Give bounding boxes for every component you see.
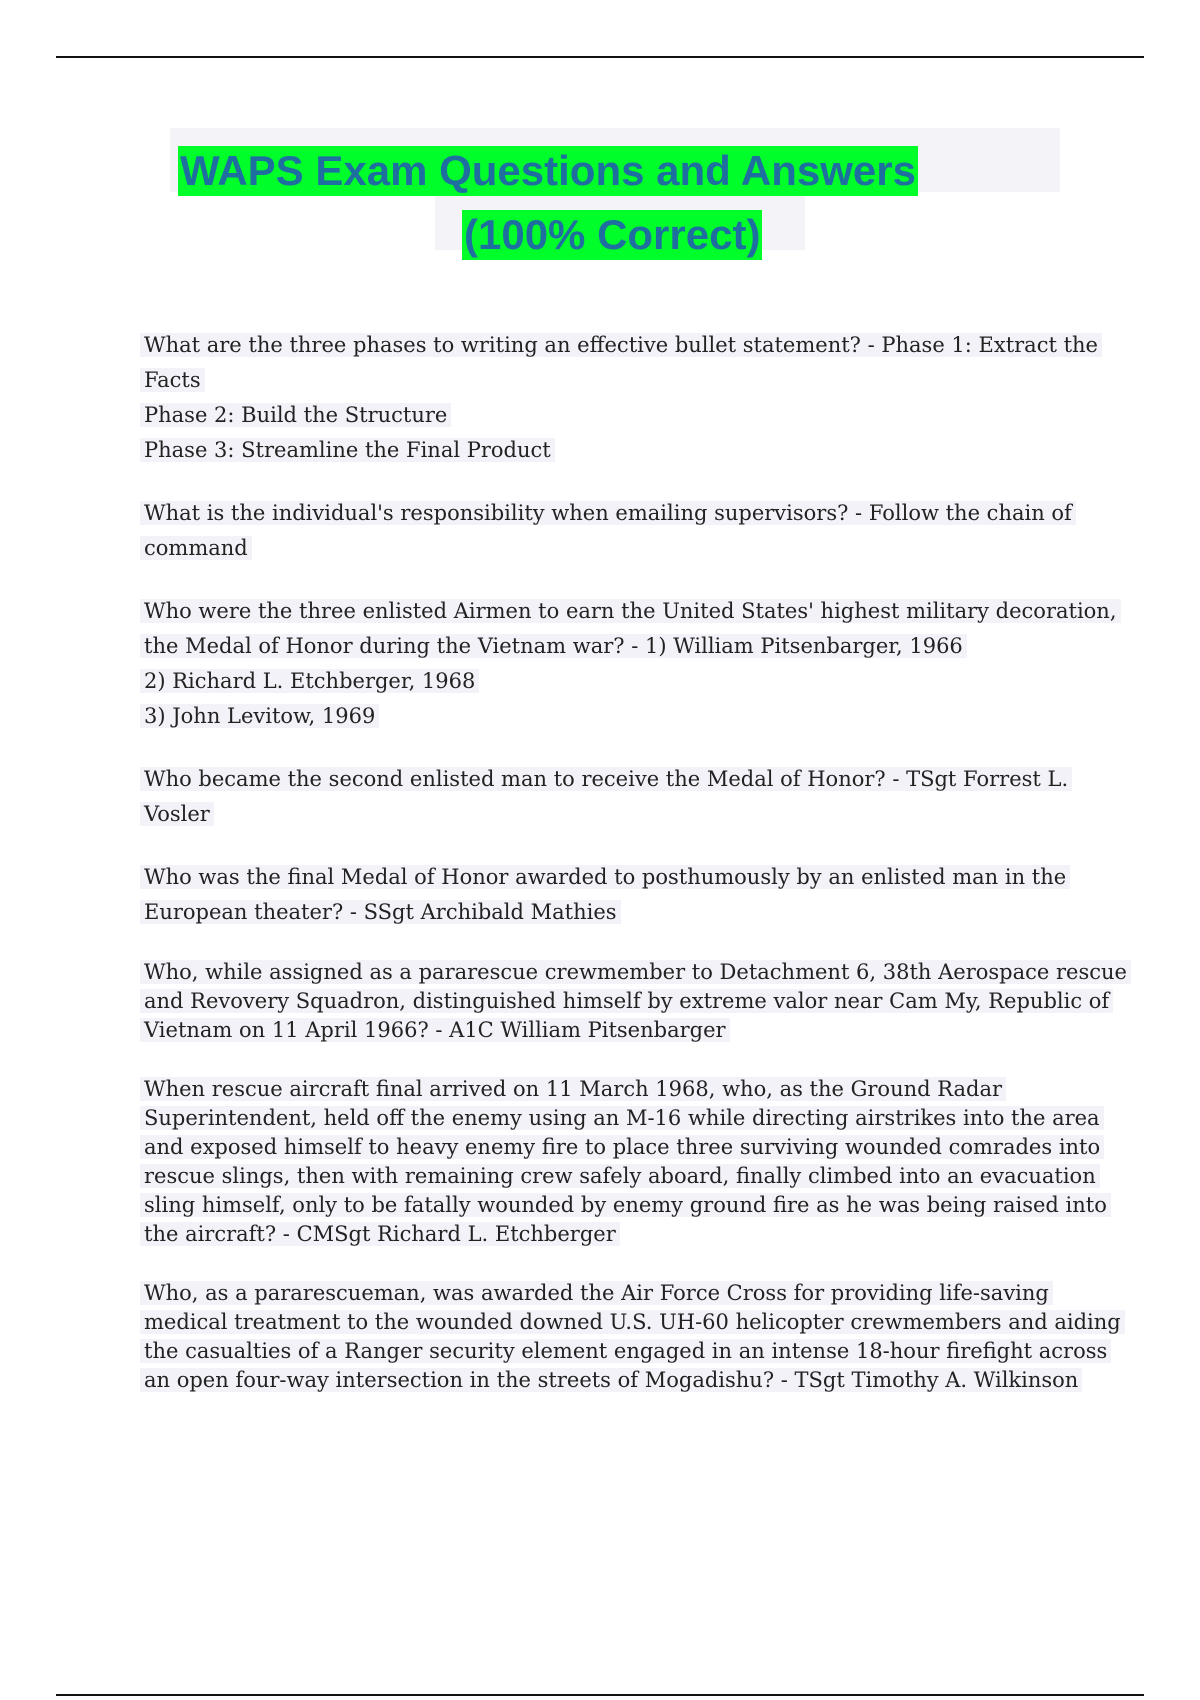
qa-line [140, 1104, 1100, 1133]
qa-text: Who was the final Medal of Honor awarded to posthumously by an enlisted man in the [140, 865, 1070, 889]
qa-line [140, 1016, 1090, 1045]
qa-text: Vosler [140, 802, 214, 826]
title-line-1: WAPS Exam Questions and Answers [180, 147, 916, 194]
qa-list [140, 328, 1127, 1425]
qa-line [140, 987, 1110, 1016]
qa-text: the Medal of Honor during the Vietnam war? - 1) William Pitsenbarger, 1966 [140, 634, 967, 658]
qa-line [140, 958, 1127, 987]
qa-item [140, 1279, 1121, 1395]
qa-text: Who were the three enlisted Airmen to earn the United States' highest military decoration, [140, 599, 1121, 623]
qa-line [140, 531, 1090, 566]
qa-text: Vietnam on 11 April 1966? - A1C William Pitsenbarger [140, 1018, 730, 1042]
qa-item [140, 860, 1090, 930]
qa-text: command [140, 536, 252, 560]
qa-text: the aircraft? - CMSgt Richard L. Etchberger [140, 1222, 620, 1246]
qa-line [140, 1308, 1121, 1337]
qa-text: the casualties of a Ranger security element engaged in an intense 18-hour firefight across [140, 1339, 1111, 1363]
qa-text: Phase 3: Streamline the Final Product [140, 438, 555, 462]
qa-line [140, 895, 1090, 930]
qa-line [140, 629, 1090, 664]
qa-line [140, 699, 1090, 734]
qa-text: medical treatment to the wounded downed U.S. UH-60 helicopter crewmembers and aiding [140, 1310, 1125, 1334]
top-rule [56, 56, 1144, 58]
qa-item [140, 762, 1090, 832]
qa-line [140, 1279, 1090, 1308]
qa-text: What is the individual's responsibility when emailing supervisors? - Follow the chain of [140, 501, 1076, 525]
qa-item [140, 328, 1098, 468]
qa-text: sling himself, only to be fatally wounded by enemy ground fire as he was being raised into [140, 1193, 1111, 1217]
qa-text: and exposed himself to heavy enemy fire to place three surviving wounded comrades into [140, 1135, 1104, 1159]
qa-text: Who, while assigned as a pararescue crewmember to Detachment 6, 38th Aerospace rescue [140, 960, 1131, 984]
qa-line [140, 433, 1090, 468]
qa-text: 3) John Levitow, 1969 [140, 704, 379, 728]
qa-line [140, 1337, 1108, 1366]
qa-text: an open four-way intersection in the streets of Mogadishu? - TSgt Timothy A. Wilkinson [140, 1368, 1082, 1392]
qa-text: Who became the second enlisted man to receive the Medal of Honor? - TSgt Forrest L. [140, 767, 1072, 791]
qa-line [140, 398, 1090, 433]
qa-item [140, 958, 1127, 1045]
qa-line [140, 1133, 1101, 1162]
qa-line [140, 797, 1090, 832]
qa-line [140, 594, 1117, 629]
qa-text: Phase 2: Build the Structure [140, 403, 451, 427]
qa-text: Superintendent, held off the enemy using an M-16 while directing airstrikes into the area [140, 1106, 1104, 1130]
qa-line [140, 664, 1090, 699]
qa-text: Who, as a pararescueman, was awarded the Air Force Cross for providing life-saving [140, 1281, 1053, 1305]
qa-line [140, 328, 1098, 363]
qa-line [140, 762, 1090, 797]
qa-line [140, 363, 1090, 398]
qa-text: 2) Richard L. Etchberger, 1968 [140, 669, 479, 693]
qa-text: European theater? - SSgt Archibald Mathies [140, 900, 621, 924]
qa-line [140, 1220, 1090, 1249]
qa-line [140, 860, 1090, 895]
qa-item [140, 496, 1090, 566]
qa-line [140, 1366, 1090, 1395]
qa-text: What are the three phases to writing an effective bullet statement? - Phase 1: Extract the [140, 333, 1102, 357]
qa-line [140, 1162, 1096, 1191]
qa-item [140, 594, 1117, 734]
qa-text: rescue slings, then with remaining crew safely aboard, finally climbed into an evacuation [140, 1164, 1100, 1188]
title-line-2: (100% Correct) [464, 211, 761, 258]
qa-text: and Revovery Squadron, distinguished himself by extreme valor near Cam My, Republic of [140, 989, 1113, 1013]
qa-item [140, 1075, 1107, 1249]
qa-text: Facts [140, 368, 205, 392]
qa-line [140, 496, 1090, 531]
qa-line [140, 1075, 1090, 1104]
qa-text: When rescue aircraft final arrived on 11 March 1968, who, as the Ground Radar [140, 1077, 1006, 1101]
qa-line [140, 1191, 1107, 1220]
bottom-rule [56, 1694, 1144, 1696]
